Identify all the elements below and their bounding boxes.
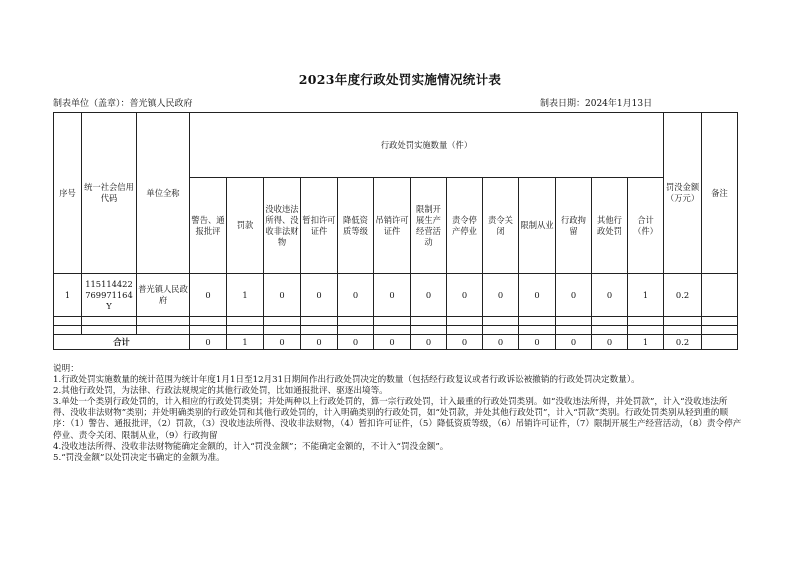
- header-row-1: [54, 113, 738, 178]
- total-count-confiscation: 0: [264, 335, 301, 350]
- total-count-warning: 0: [190, 335, 227, 350]
- row-unit-name: 普光镇人民政府: [137, 274, 190, 317]
- header-penalty-amount: 罚没金额（万元）: [664, 113, 702, 274]
- total-amount: 0.2: [664, 335, 702, 350]
- note-item: 3.单处一个类别行政处罚的，计入相应的行政处罚类别；并处两种以上行政处罚的，算一宗行政处罚，计入最重的行政处罚类别。如“没收违法所得，并处罚款”，计入“没收违法所得、没收非法财物”类别；并处明确类别的行政处罚和其他行政处罚的，计入明确类别的行政处罚，如“处罚款，并处其他行政处罚”，计入“罚款”类别。行政处罚类别从轻到重的顺序：（1）警告、通报批评，（2）罚款，（3）没收违法所得、没收非法财物，（4）暂扣许可证件，（5）降低资质等级，（6）吊销许可证件，（7）限制开展生产经营活动，（8）责令停产停业、责令关闭、限制从业，（9）行政拘留: [53, 397, 742, 441]
- header-fine: 罚款: [227, 178, 264, 274]
- preparation-date: 制表日期：2024年1月13日: [540, 99, 653, 109]
- page-title: 2023年度行政处罚实施情况统计表: [298, 72, 502, 87]
- row-amount: 0.2: [664, 274, 702, 317]
- total-count-employment-restriction: 0: [519, 335, 556, 350]
- row-index: 1: [54, 274, 82, 317]
- preparing-unit: 制表单位（盖章）：普光镇人民政府: [53, 99, 193, 109]
- row-count-confiscation: 0: [264, 274, 301, 317]
- row-count-employment-restriction: 0: [519, 274, 556, 317]
- total-count-license-revocation: 0: [374, 335, 411, 350]
- row-count-fine: 1: [227, 274, 264, 317]
- total-count-license-suspension: 0: [301, 335, 338, 350]
- header-qualification-downgrade: 降低资质等级: [338, 178, 374, 274]
- total-count-detention: 0: [556, 335, 592, 350]
- header-other-penalty: 其他行政处罚: [592, 178, 628, 274]
- header-detention: 行政拘留: [556, 178, 592, 274]
- total-count-fine: 1: [227, 335, 264, 350]
- note-item: 2.其他行政处罚，为法律、行政法规规定的其他行政处罚，比如通报批评、驱逐出境等。: [53, 386, 388, 397]
- header-unit-name: 单位全称: [137, 113, 190, 274]
- row-count-total: 1: [628, 274, 664, 317]
- total-remark: [702, 335, 738, 350]
- total-count-business-restriction: 0: [411, 335, 447, 350]
- header-business-restriction: 限制开展生产经营活动: [411, 178, 447, 274]
- header-license-suspension: 暂扣许可证件: [301, 178, 338, 274]
- header-warning: 警告、通报批评: [190, 178, 227, 274]
- header-remark: 备注: [702, 113, 738, 274]
- row-credit-code: 115114422769971164Y: [82, 274, 137, 317]
- row-count-license-suspension: 0: [301, 274, 338, 317]
- row-count-closure: 0: [483, 274, 519, 317]
- total-count-other-penalty: 0: [592, 335, 628, 350]
- empty-row: [54, 326, 738, 335]
- row-count-detention: 0: [556, 274, 592, 317]
- row-count-warning: 0: [190, 274, 227, 317]
- header-closure: 责令关闭: [483, 178, 519, 274]
- row-count-business-restriction: 0: [411, 274, 447, 317]
- note-item: 1.行政处罚实施数量的统计范围为统计年度1月1日至12月31日期间作出行政处罚决定的数量（包括经行政复议或者行政诉讼被撤销的行政处罚决定数量）。: [53, 375, 640, 386]
- note-item: 5.“罚没金额”以处罚决定书确定的金额为准。: [53, 452, 225, 463]
- header-suspension-of-production: 责令停产停业: [447, 178, 483, 274]
- row-count-other-penalty: 0: [592, 274, 628, 317]
- row-count-qualification-downgrade: 0: [338, 274, 374, 317]
- statistics-table: [53, 112, 738, 350]
- total-count-closure: 0: [483, 335, 519, 350]
- note-item: 4.没收违法所得、没收非法财物能确定金额的，计入“罚没金额”；不能确定金额的，不计入“罚没金额”。: [53, 441, 449, 452]
- row-count-license-revocation: 0: [374, 274, 411, 317]
- header-total-count: 合计（件）: [628, 178, 664, 274]
- header-group: 行政处罚实施数量（件）: [190, 113, 664, 178]
- row-remark: [702, 274, 738, 317]
- total-count-qualification-downgrade: 0: [338, 335, 374, 350]
- total-row: [54, 335, 738, 350]
- table-row: [54, 274, 738, 317]
- header-confiscation: 没收违法所得、没收非法财物: [264, 178, 301, 274]
- total-count-suspension-of-production: 0: [447, 335, 483, 350]
- notes-section: [53, 364, 743, 464]
- row-count-suspension-of-production: 0: [447, 274, 483, 317]
- empty-row: [54, 317, 738, 326]
- header-index: 序号: [54, 113, 82, 274]
- total-count-total: 1: [628, 335, 664, 350]
- notes-heading: 说明：: [53, 364, 79, 374]
- header-credit-code: 统一社会信用代码: [82, 113, 137, 274]
- header-employment-restriction: 限制从业: [519, 178, 556, 274]
- total-label: 合计: [54, 335, 190, 350]
- header-license-revocation: 吊销许可证件: [374, 178, 411, 274]
